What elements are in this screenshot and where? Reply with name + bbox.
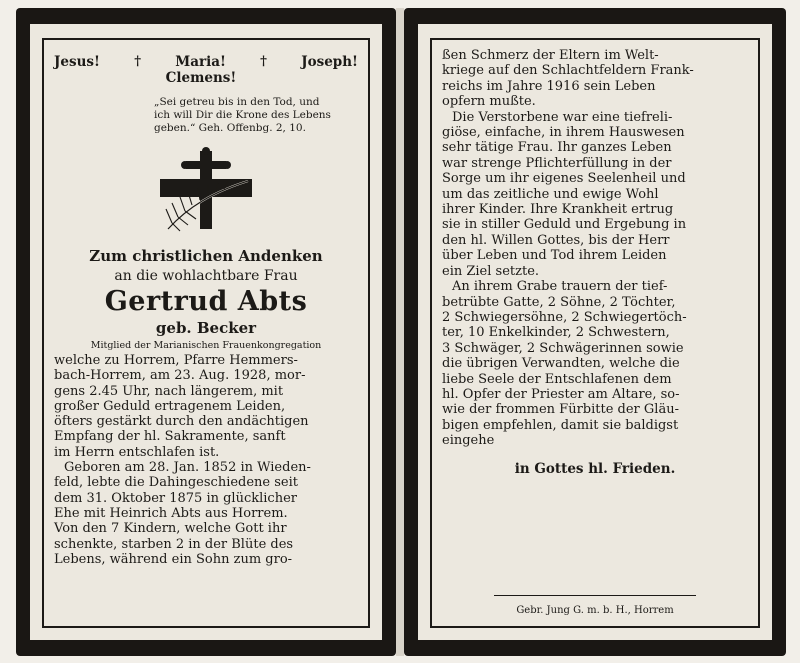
- maiden-name: geb. Becker: [155, 319, 257, 337]
- bio-line: Von den 7 Kindern, welche Gott ihr: [54, 521, 287, 537]
- text-line: 2 Schwiegersöhne, 2 Schwiegertöch-: [442, 309, 687, 325]
- printer-divider: [494, 595, 696, 596]
- text-line: opfern mußte.: [442, 94, 536, 110]
- text-line: sehr tätige Frau. Ihr ganzes Leben: [442, 140, 672, 156]
- bio-line: feld, lebte die Dahingeschiedene seit: [54, 475, 299, 491]
- text-line: liebe Seele der Entschlafenen dem: [442, 371, 672, 387]
- text-line: den hl. Willen Gottes, bis der Herr: [442, 232, 670, 248]
- text-line: An ihrem Grabe trauern der tief-: [452, 279, 668, 295]
- text-line: wie der frommen Fürbitte der Gläu-: [442, 402, 679, 418]
- text-line: ßen Schmerz der Eltern im Welt-: [442, 48, 659, 63]
- text-line: bigen empfehlen, damit sie baldigst: [442, 417, 679, 433]
- deceased-name: Gertrud Abts: [104, 286, 308, 317]
- right-page: [404, 8, 786, 656]
- cross-with-palm-icon: [158, 147, 254, 233]
- text-line: sie in stiller Geduld und Ergebung in: [442, 217, 687, 233]
- text-line: Sorge um ihr eigenes Seelenheil und: [442, 171, 686, 187]
- bio-line: großer Geduld ertragenem Leiden,: [54, 398, 286, 414]
- bio-line: Empfang der hl. Sakramente, sanft: [54, 429, 286, 445]
- invocation-maria: Maria!: [175, 54, 226, 70]
- bio-line: welche zu Horrem, Pfarre Hemmers-: [54, 353, 298, 368]
- invocation-jesus: Jesus!: [54, 54, 100, 70]
- text-line: ter, 10 Enkelkinder, 2 Schwestern,: [442, 325, 670, 341]
- bio-line: Ehe mit Heinrich Abts aus Horrem.: [54, 505, 288, 521]
- bio-line: bach-Horrem, am 23. Aug. 1928, mor-: [54, 368, 306, 384]
- quote-line: ich will Dir die Krone des Lebens: [154, 109, 331, 121]
- text-line: reichs im Jahre 1916 sein Leben: [442, 78, 656, 94]
- cross-glyph-icon: †: [260, 54, 267, 69]
- left-frame: [42, 38, 370, 628]
- printer-imprint: Gebr. Jung G. m. b. H., Horrem: [516, 605, 674, 616]
- memorial-text: [442, 46, 748, 449]
- scripture-quote: [154, 96, 358, 135]
- text-line: die übrigen Verwandten, welche die: [442, 356, 680, 372]
- invocation-line: [54, 46, 358, 70]
- text-line: um das zeitliche und ewige Wohl: [442, 186, 659, 202]
- invocation-clemens: Clemens!: [165, 70, 237, 86]
- right-paper: [418, 24, 772, 640]
- text-line: ein Ziel setzte.: [442, 263, 540, 279]
- closing-blessing: in Gottes hl. Frieden.: [514, 460, 676, 477]
- card-fold: [396, 8, 404, 656]
- biography-text: [54, 353, 358, 567]
- right-frame: [430, 38, 760, 628]
- text-line: betrübte Gatte, 2 Söhne, 2 Töchter,: [442, 294, 676, 310]
- left-paper: [30, 24, 382, 640]
- text-line: 3 Schwäger, 2 Schwägerinnen sowie: [442, 340, 684, 356]
- bio-line: Lebens, während ein Sohn zum gro-: [54, 551, 293, 567]
- text-line: kriege auf den Schlachtfeldern Frank-: [442, 63, 694, 79]
- bio-line: gens 2.45 Uhr, nach längerem, mit: [54, 383, 284, 399]
- quote-line: geben.“ Geh. Offenbg. 2, 10.: [154, 122, 306, 134]
- bio-line: schenkte, starben 2 in der Blüte des: [54, 536, 294, 552]
- text-line: war strenge Pflichterfüllung in der: [442, 155, 672, 171]
- bio-line: dem 31. Oktober 1875 in glücklicher: [54, 490, 297, 506]
- text-line: eingehe: [442, 433, 495, 449]
- membership-note: Mitglied der Marianischen Frauenkongregation: [90, 340, 322, 351]
- cross-glyph-icon: †: [134, 54, 141, 69]
- memorial-subheading: an die wohlachtbare Frau: [114, 268, 298, 284]
- bio-line: Geboren am 28. Jan. 1852 in Wieden-: [64, 460, 311, 476]
- quote-line: „Sei getreu bis in den Tod, und: [154, 96, 320, 108]
- invocation-joseph: Joseph!: [301, 54, 358, 70]
- bio-line: öfters gestärkt durch den andächtigen: [54, 414, 309, 430]
- text-line: giöse, einfache, in ihrem Hauswesen: [442, 125, 685, 141]
- text-line: ihrer Kinder. Ihre Krankheit ertrug: [442, 202, 674, 218]
- text-line: hl. Opfer der Priester am Altare, so-: [442, 386, 680, 402]
- text-line: Die Verstorbene war eine tiefreli-: [452, 109, 673, 125]
- left-page: [16, 8, 396, 656]
- bio-line: im Herrn entschlafen ist.: [54, 444, 220, 460]
- text-line: über Leben und Tod ihrem Leiden: [442, 248, 667, 264]
- cross-with-palm-icon: [54, 147, 358, 233]
- memorial-heading: Zum christlichen Andenken: [89, 247, 323, 265]
